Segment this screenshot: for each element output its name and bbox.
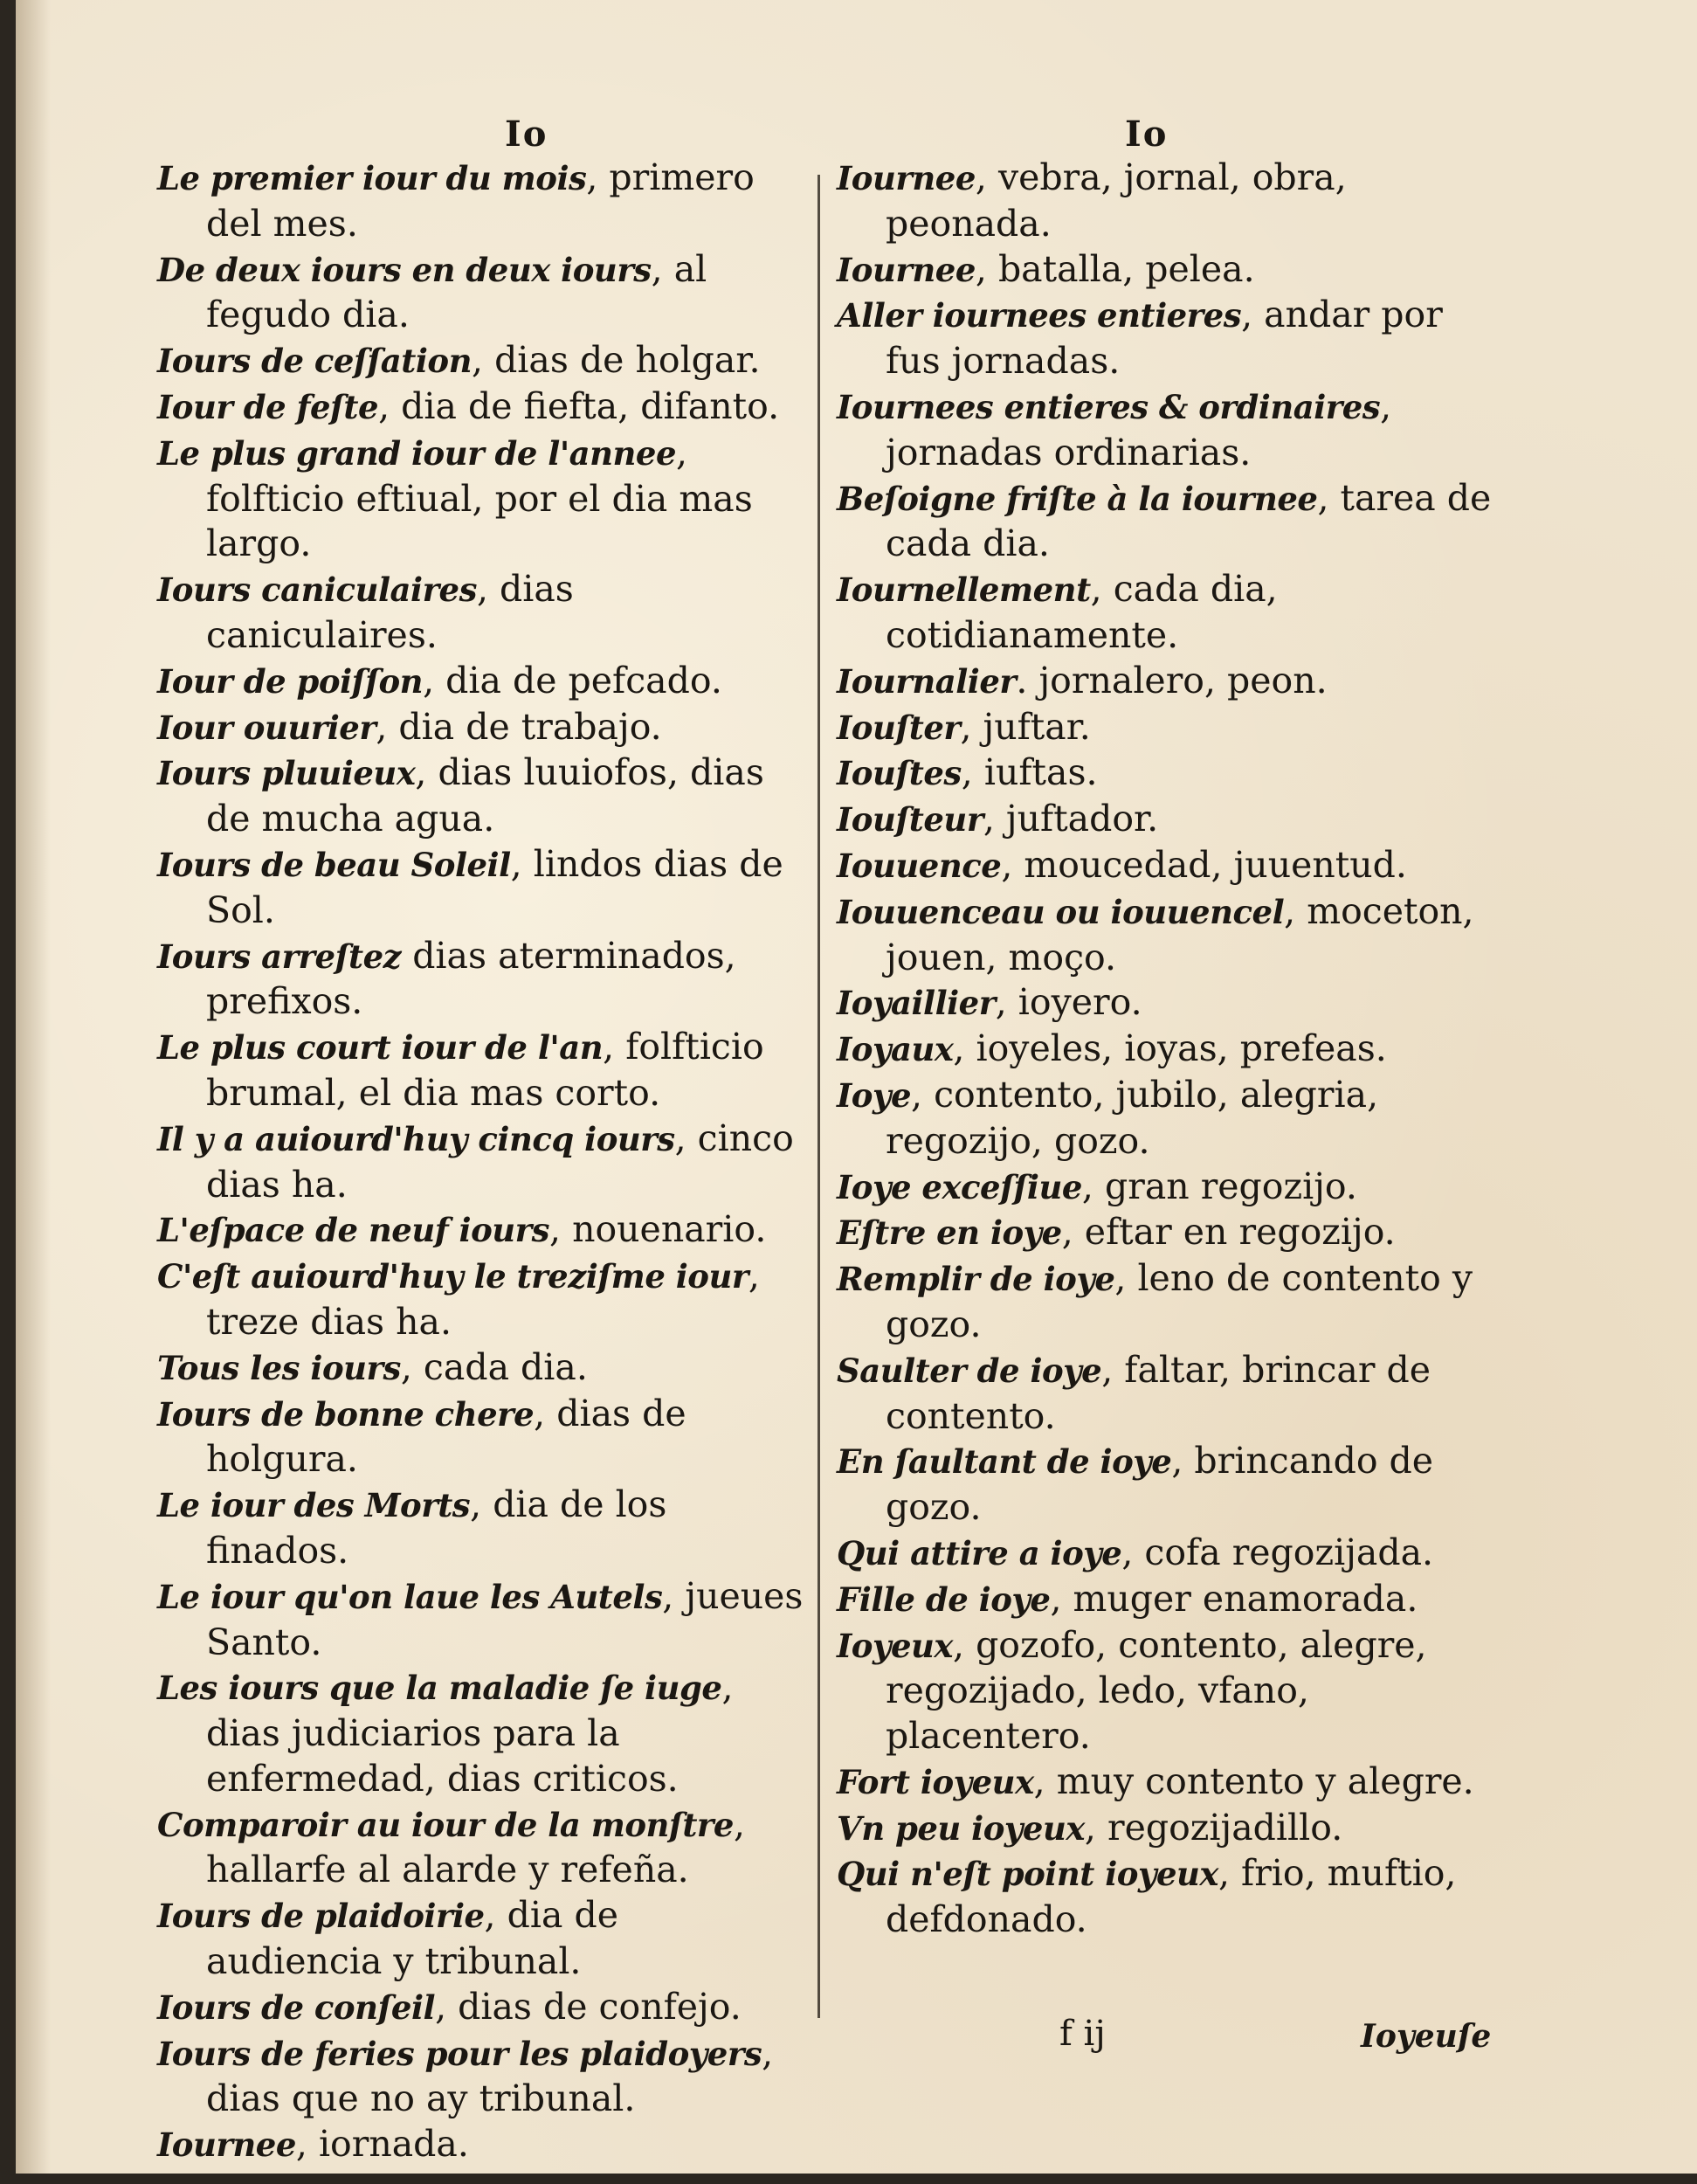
entry-headword: Iour ouurier [157,708,376,747]
dictionary-entry [157,1254,804,1345]
entry-headword: Le plus grand iour de l'annee [157,433,677,473]
entry-headword: Iournalier [837,661,1017,701]
dictionary-entry [157,338,804,384]
dictionary-entry [157,247,804,339]
entry-definition: , gozofo, contento, alegre, regozijado, ledo, vfano, placentero. [886,1623,1427,1758]
dictionary-entry [157,1985,804,2031]
entry-definition: , iornada. [295,2123,469,2166]
entry-headword: C'eſt auiourd'huy le treziſme iour [157,1257,748,1296]
entry-headword: Qui attire a ioye [837,1533,1122,1572]
dictionary-entry [837,750,1500,797]
entry-definition: , treze dias ha. [206,1254,760,1343]
dictionary-entry [157,1392,804,1483]
entry-headword: Iouſtes [837,754,962,793]
entry-definition: , cada dia, cotidianamente. [886,568,1278,656]
right-column [837,156,1500,1943]
entry-headword: Eſtre en ioye [837,1213,1062,1253]
dictionary-entry [157,1574,804,1666]
entry-definition: , moucedad, juuentud. [1001,843,1407,886]
dictionary-entry [837,1577,1500,1623]
entry-definition: , hallarfe al alarde y refeña. [206,1802,746,1891]
dictionary-entry [157,1482,804,1574]
entry-headword: Iour de poiſſon [157,661,424,701]
entry-headword: Fille de ioye [837,1579,1051,1619]
entry-headword: En ſaultant de ioye [837,1442,1172,1482]
entry-definition: , muy contento y alegre. [1033,1759,1474,1802]
entry-headword: Le iour des Morts [157,1486,471,1525]
entry-headword: Vn peu ioyeux [837,1808,1085,1848]
entry-headword: Remplir de ioye [837,1260,1115,1299]
dictionary-entry [837,1026,1500,1073]
dictionary-entry [157,1116,804,1208]
entry-definition: , ioyeles, ioyas, prefeas. [953,1027,1387,1070]
entry-definition: dias aterminados, prefixos. [206,934,736,1023]
dictionary-entry [157,156,804,247]
entry-definition: , leno de contento y gozo. [886,1257,1473,1345]
dictionary-entry [837,384,1500,476]
entry-headword: Iournee [837,159,976,197]
dictionary-entry [157,1207,804,1254]
entry-headword: Comparoir au iour de la monſtre [157,1805,734,1844]
dictionary-entry [157,750,804,842]
entry-headword: Ioye [837,1075,912,1115]
dictionary-entry [837,156,1500,247]
entry-definition: , primero del mes. [206,156,755,245]
entry-definition: , moceton, jouen, moço. [886,889,1474,978]
entry-headword: Fort ioyeux [837,1762,1034,1801]
book-page [16,0,1697,2174]
entry-definition: , regozijadillo. [1084,1806,1343,1849]
entry-headword: Iours de feries pour les plaidoyers [157,2034,762,2073]
entry-definition: , dia de trabajo. [376,705,662,748]
entry-headword: Iours de beau Soleil [157,845,511,884]
dictionary-entry [837,293,1500,384]
left-running-head: Io [505,114,548,155]
entry-definition: , juftar. [960,705,1091,748]
entry-headword: Qui n'eſt point ioyeux [837,1855,1218,1894]
entry-definition: , jornadas ordinarias. [886,384,1392,473]
left-column [157,156,804,2168]
entry-headword: Iouuenceau ou iouuencel [837,892,1285,931]
entry-definition: , andar por fus jornadas. [886,294,1443,383]
dictionary-entry [157,1025,804,1116]
dictionary-entry [837,476,1500,568]
entry-definition: , dias de confejo. [435,1985,742,2028]
entry-headword: Iour de feſte [157,387,379,426]
dictionary-entry [837,567,1500,659]
entry-definition: , batalla, pelea. [975,247,1255,290]
entry-definition: , tarea de cada dia. [886,476,1492,565]
entry-headword: Iournellement [837,570,1091,610]
entry-headword: Iours de plaidoirie [157,1897,485,1936]
dictionary-entry [837,980,1500,1026]
entry-headword: Ioyaillier [837,984,996,1023]
entry-headword: Beſoigne friſte à la iournee [837,479,1318,518]
dictionary-entry [157,1893,804,1985]
dictionary-entry [837,1623,1500,1759]
catchword: Ioyeuſe [1361,2018,1492,2055]
dictionary-entry [837,1531,1500,1577]
entry-headword: Ioye exceſſiue [837,1167,1082,1206]
entry-definition: , contento, jubilo, alegria, regozijo, gozo. [886,1073,1379,1162]
dictionary-entry [837,1851,1500,1943]
entry-definition: , folfticio eftiual, por el dia mas largo. [206,431,753,565]
dictionary-entry [837,1759,1500,1806]
entry-headword: Iournees entieres & ordinaires [837,387,1381,426]
dictionary-entry [157,1345,804,1392]
entry-definition: , dias de holgar. [472,339,761,382]
entry-headword: Tous les iours [157,1348,401,1387]
entry-headword: Iours arreſtez [157,936,402,976]
entry-definition: , dias luuiofos, dias de mucha agua. [206,751,764,840]
entry-definition: , cinco dias ha. [206,1116,794,1206]
entry-headword: Les iours que la maladie ſe iuge [157,1669,722,1708]
entry-headword: Le plus court iour de l'an [157,1028,604,1068]
dictionary-entry [837,705,1500,751]
entry-definition: , dias caniculaires. [206,568,574,656]
dictionary-entry [157,567,804,659]
entry-definition: . jornalero, peon. [1016,659,1328,702]
entry-definition: , ioyero. [995,981,1142,1024]
entry-definition: , dias de holgura. [206,1392,686,1481]
dictionary-entry [837,1210,1500,1256]
entry-definition: , cada dia. [400,1345,588,1388]
entry-definition: , dias que no ay tribunal. [206,2031,774,2120]
dictionary-entry [157,842,804,934]
entry-headword: Iours caniculaires [157,570,477,610]
entry-headword: Iournee [157,2125,296,2165]
dictionary-entry [837,889,1500,981]
entry-definition: , dia de los finados. [206,1483,667,1572]
entry-definition: , frio, muftio, defdonado. [886,1852,1457,1941]
dictionary-entry [837,1348,1500,1440]
entry-headword: De deux iours en deux iours [157,250,652,289]
entry-definition: , folfticio brumal, el dia mas corto. [206,1026,764,1114]
entry-definition: , vebra, jornal, obra, peonada. [886,156,1347,245]
dictionary-entry [837,1439,1500,1531]
entry-definition: , juftador. [983,798,1159,840]
entry-headword: Iours de ceſſation [157,342,472,381]
dictionary-entry [837,659,1500,705]
column-divider [817,175,820,2018]
entry-definition: , jueues Santo. [206,1574,804,1663]
entry-headword: Saulter de ioye [837,1351,1102,1390]
entry-definition: , dia de fiefta, difanto. [378,384,780,427]
entry-headword: Iouſteur [837,800,983,840]
dictionary-entry [157,431,804,567]
entry-headword: Il y a auiourd'huy cincq iours [157,1119,675,1158]
entry-definition: , muger enamorada. [1050,1577,1418,1620]
dictionary-entry [157,2031,804,2123]
entry-definition: , lindos dias de Sol. [206,842,783,931]
entry-definition: , gran regozijo. [1081,1165,1357,1207]
entry-definition: , dia de audiencia y tribunal. [206,1894,618,1983]
dictionary-entry [157,1802,804,1894]
entry-headword: Iours de conſeil [157,1987,436,2027]
dictionary-entry [157,705,804,751]
entry-definition: , faltar, brincar de contento. [886,1348,1431,1437]
entry-headword: Le premier iour du mois [157,159,587,197]
dictionary-entry [837,247,1500,294]
entry-headword: Iours pluuieux [157,754,416,793]
entry-definition: , nouenario. [549,1208,767,1251]
entry-definition: , cofa regozijada. [1121,1531,1434,1573]
entry-headword: Iouſter [837,708,961,747]
dictionary-entry [157,2122,804,2168]
dictionary-entry [837,1165,1500,1211]
entry-headword: Iours de bonne chere [157,1394,535,1434]
entry-definition: , dias judiciarios para la enfermedad, dias criticos. [206,1666,734,1800]
entry-definition: , iuftas. [961,751,1098,794]
dictionary-entry [157,934,804,1026]
entry-headword: Le iour qu'on laue les Autels [157,1577,663,1616]
entry-definition: , dia de pefcado. [423,659,722,702]
right-running-head: Io [1125,114,1169,155]
entry-definition: , eftar en regozijo. [1061,1211,1396,1254]
entry-definition: , brincando de gozo. [886,1440,1434,1529]
entry-definition: , al fegudo dia. [206,247,707,336]
entry-headword: Ioyeux [837,1626,953,1665]
dictionary-entry [157,384,804,431]
entry-headword: Aller iournees entieres [837,296,1242,335]
signature-mark: f ij [1059,2014,1106,2054]
dictionary-entry [157,1665,804,1801]
dictionary-entry [837,1256,1500,1348]
entry-headword: Iouuence [837,846,1002,885]
dictionary-entry [837,1073,1500,1165]
dictionary-entry [837,843,1500,889]
entry-headword: Iournee [837,250,976,289]
dictionary-entry [837,797,1500,843]
entry-headword: L'eſpace de neuf iours [157,1211,549,1250]
entry-headword: Ioyaux [837,1030,954,1069]
dictionary-entry [837,1806,1500,1852]
dictionary-entry [157,659,804,705]
